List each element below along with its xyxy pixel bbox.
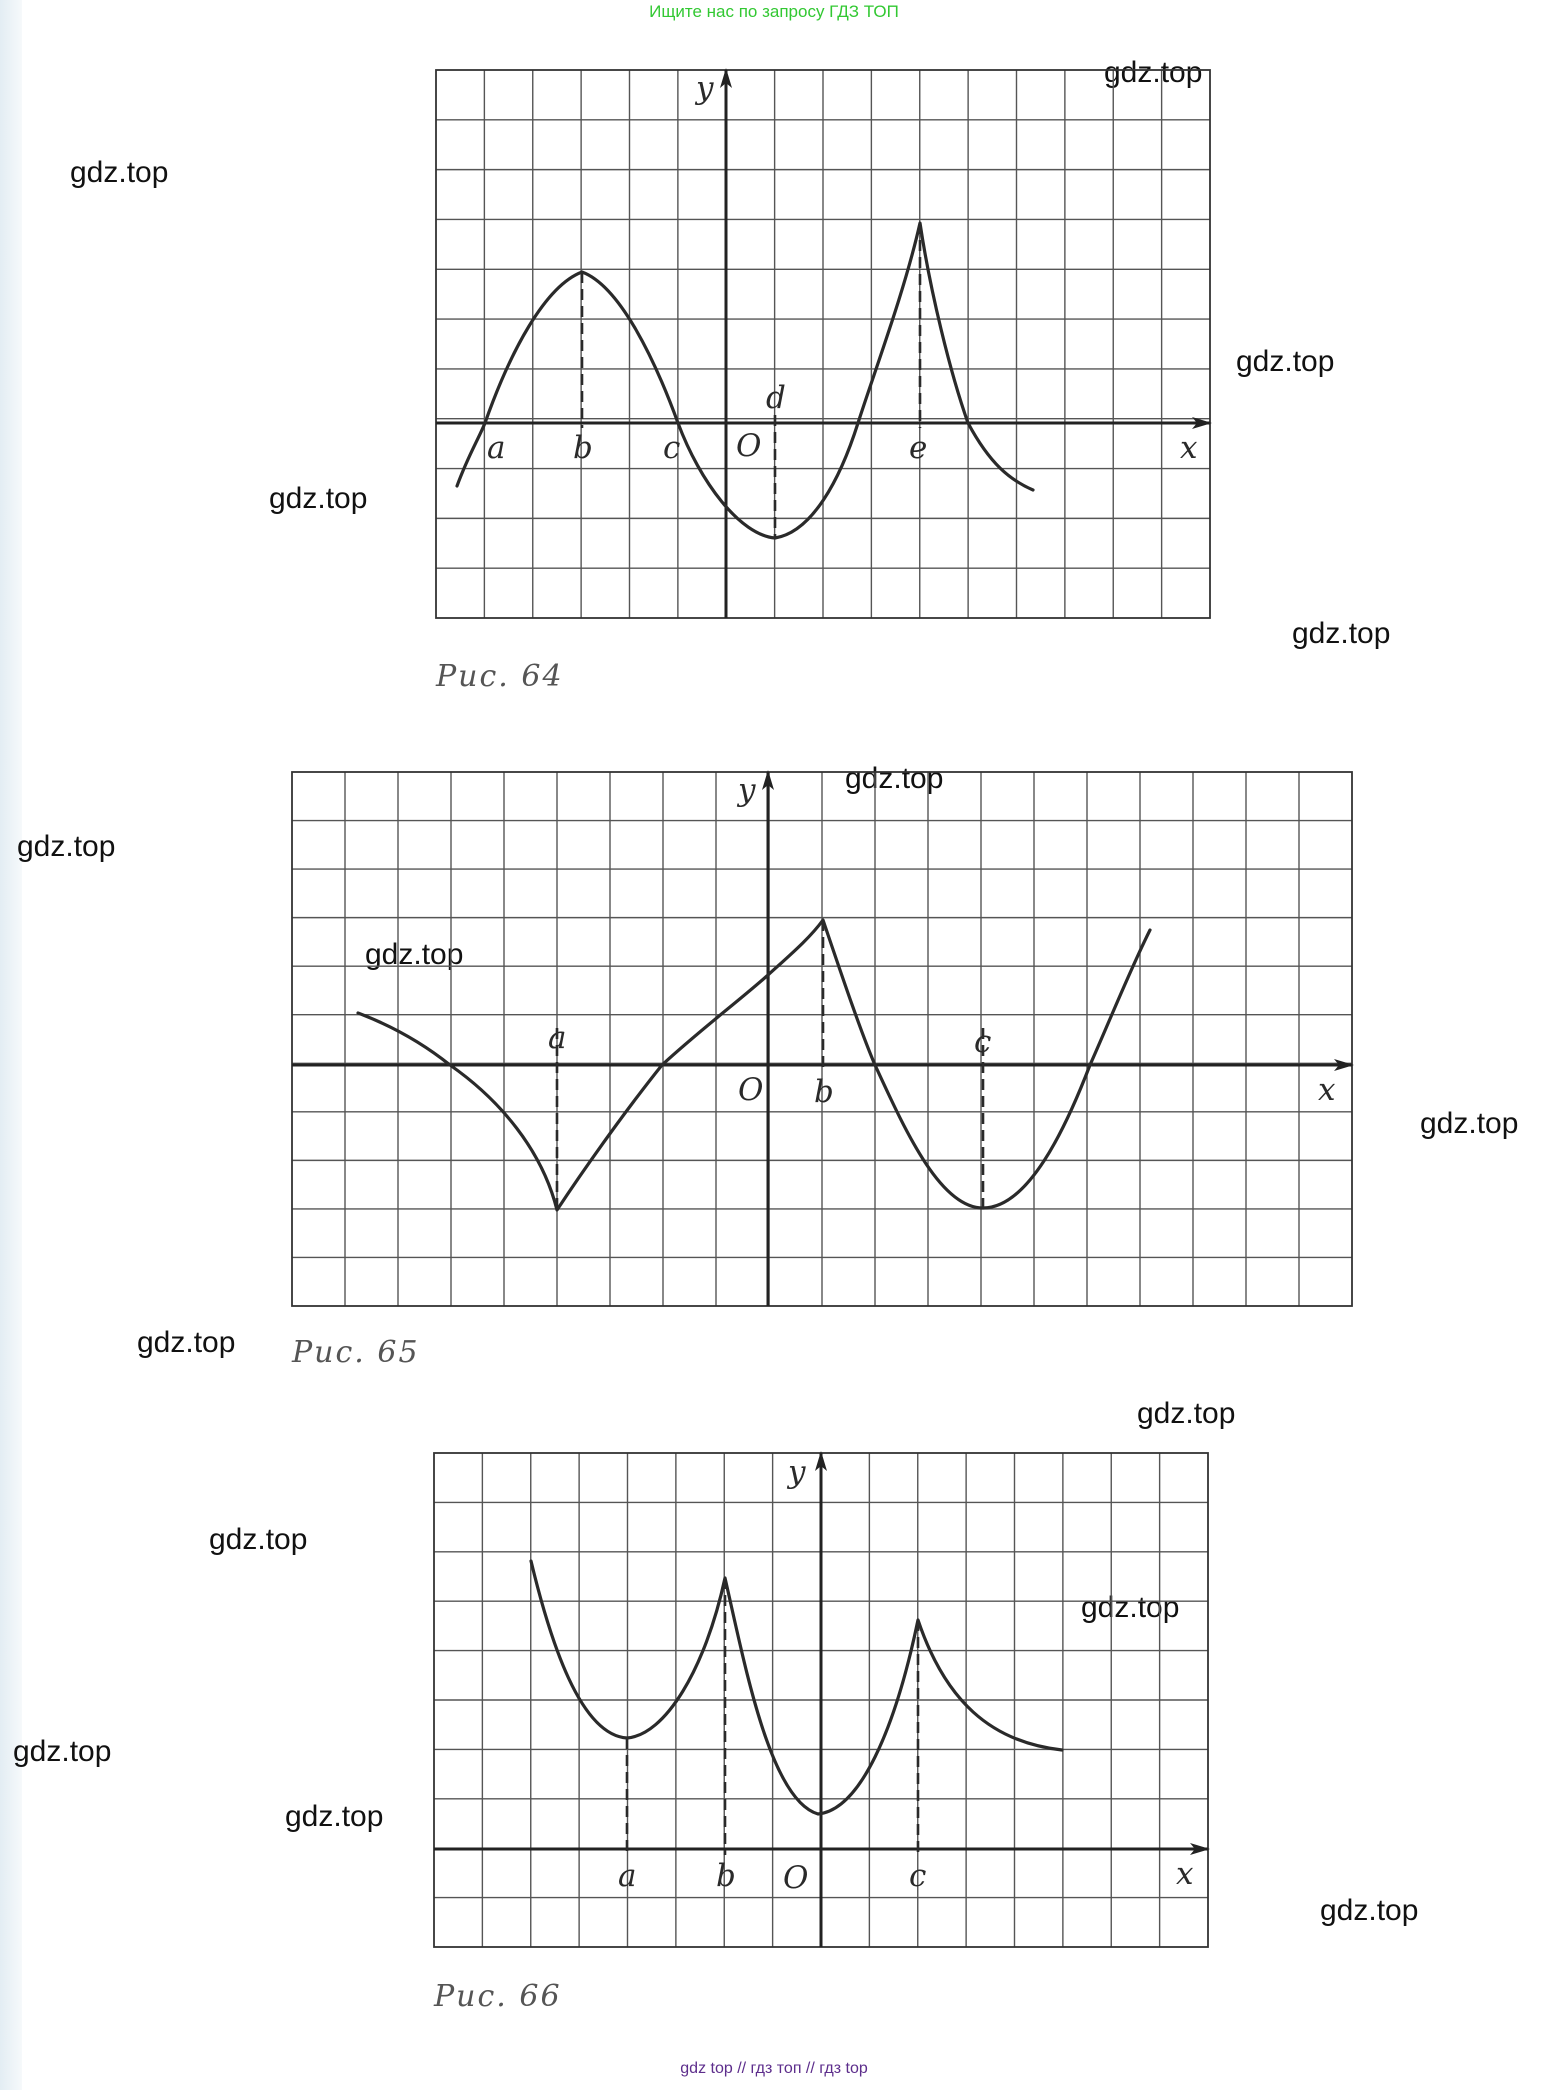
origin-label: O	[783, 1860, 809, 1896]
watermark: gdz.top	[1236, 345, 1335, 378]
point-label-c: c	[663, 430, 681, 466]
point-label-d: d	[766, 380, 786, 416]
watermark: gdz.top	[1104, 56, 1203, 89]
figure-caption: Рис. 64	[436, 659, 564, 694]
watermark: gdz.top	[285, 1800, 384, 1833]
watermark: gdz.top	[365, 938, 464, 971]
point-label-b: b	[573, 430, 593, 466]
watermark: gdz.top	[137, 1326, 236, 1359]
point-label-b: b	[716, 1858, 736, 1894]
function-graph	[457, 223, 1033, 538]
axis-label-x: x	[1176, 1856, 1194, 1892]
point-label-c: c	[974, 1024, 992, 1060]
watermark: gdz.top	[70, 156, 169, 189]
grid-64	[436, 70, 1210, 618]
watermark: gdz.top	[269, 482, 368, 515]
figure-65	[291, 772, 1352, 1370]
point-label-b: b	[814, 1074, 834, 1110]
point-label-a: a	[487, 430, 506, 466]
axis-label-x: x	[1180, 430, 1198, 466]
point-label-c: c	[909, 1858, 927, 1894]
figure-caption: Рис. 65	[292, 1335, 420, 1370]
watermark: gdz.top	[1081, 1591, 1180, 1624]
watermark: gdz.top	[17, 830, 116, 863]
figure-64	[435, 70, 1210, 694]
axis-label-y: y	[788, 1454, 806, 1490]
watermark: gdz.top	[13, 1735, 112, 1768]
origin-label: O	[738, 1072, 764, 1108]
watermark: gdz.top	[845, 762, 944, 795]
point-label-e: e	[909, 430, 928, 466]
figure-caption: Рис. 66	[434, 1979, 562, 2014]
footer-links[interactable]: gdz top // гдз топ // гдз top	[680, 2060, 868, 2077]
origin-label: O	[736, 428, 762, 464]
watermark: gdz.top	[1137, 1397, 1236, 1430]
point-label-a: a	[548, 1020, 567, 1056]
watermark: gdz.top	[1292, 617, 1391, 650]
watermark: gdz.top	[1420, 1107, 1519, 1140]
axis-label-y: y	[738, 772, 756, 808]
figure-66	[433, 1453, 1208, 2014]
point-label-a: a	[618, 1858, 637, 1894]
watermark: gdz.top	[209, 1523, 308, 1556]
axis-label-y: y	[696, 70, 714, 106]
function-graph	[531, 1561, 1062, 1814]
search-banner[interactable]: Ищите нас по запросу ГДЗ ТОП	[649, 2, 899, 21]
watermark: gdz.top	[1320, 1894, 1419, 1927]
axis-label-x: x	[1318, 1072, 1336, 1108]
